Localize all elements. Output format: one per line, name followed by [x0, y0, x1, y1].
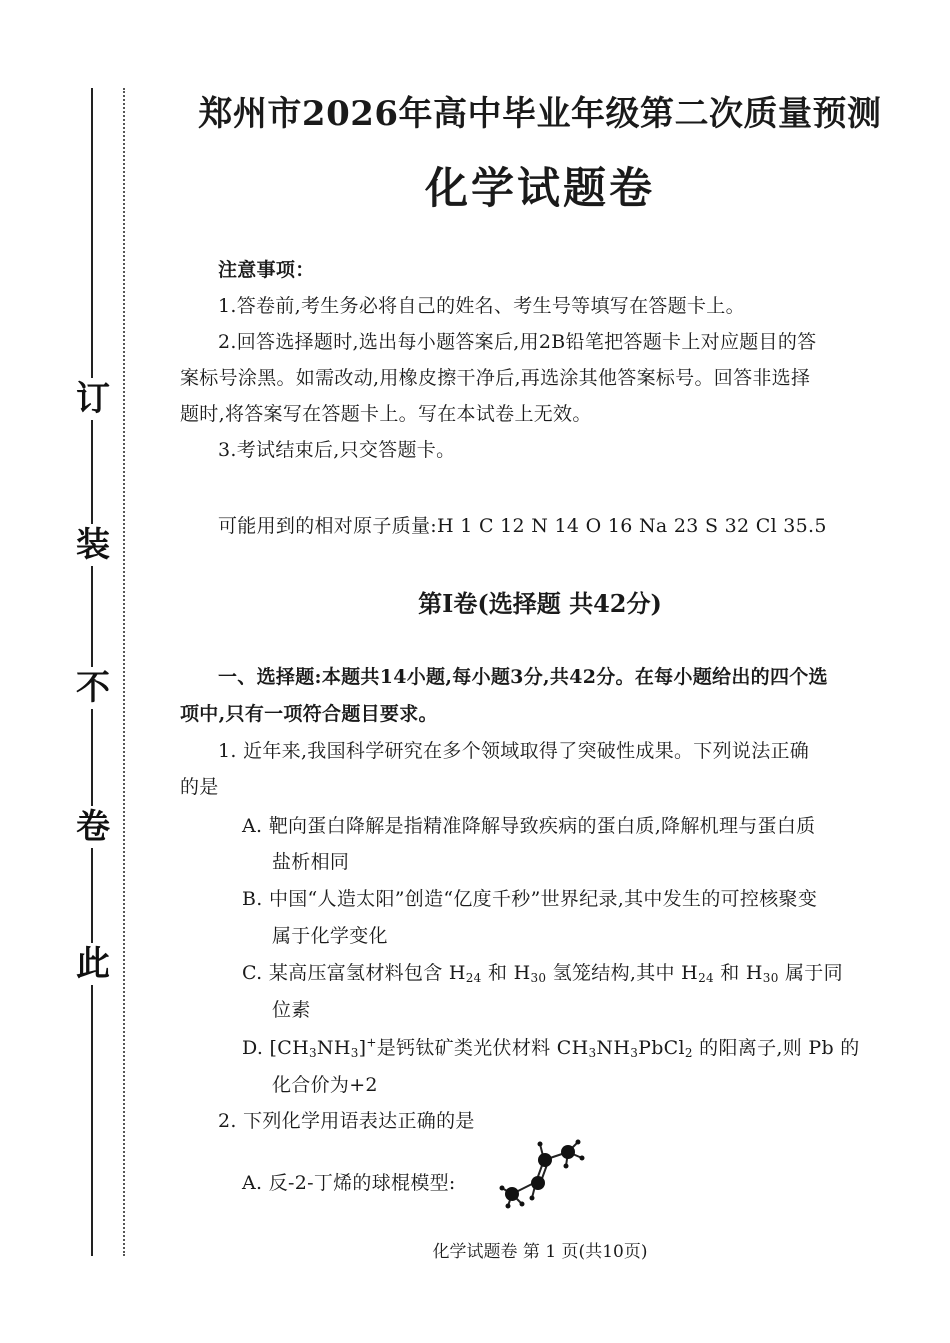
section-heading: 第Ⅰ卷(选择题 共42分)	[418, 589, 662, 618]
q1-option-d: 化合价为+2	[272, 1074, 378, 1096]
binding-char-ding: 订	[72, 378, 114, 420]
binding-char-bu: 不	[72, 667, 114, 709]
q2-option-a: A. 反-2-丁烯的球棍模型:	[242, 1172, 456, 1194]
ball-stick-model-image	[494, 1138, 590, 1210]
q1-option-a: 盐析相同	[272, 851, 350, 873]
binding-char-juan: 卷	[72, 806, 114, 848]
notice-heading: 注意事项：	[218, 259, 315, 281]
notice-line: 1.答卷前,考生务必将自己的姓名、考生号等填写在答题卡上。	[218, 295, 745, 317]
q1-option-c: C. 某高压富氢材料包含 $H_{24}$ 和 $H_{30}$ 氢笼结构,其中 $H_{24}$ 和 $H_{30}$ 属于同	[242, 962, 843, 985]
q1-option-c: 位素	[272, 999, 311, 1021]
section-intro: 一、选择题:本题共14小题,每小题3分,共42分。在每小题给出的四个选	[218, 666, 828, 688]
q1-option-d: D. $[CH_3NH_3]^+$是钙钛矿类光伏材料 $CH_3NH_3PbCl_2$ 的阳离子,则 Pb 的	[242, 1035, 860, 1060]
binding-char-zhuang: 装	[72, 524, 114, 566]
q2-stem: 2. 下列化学用语表达正确的是	[218, 1110, 475, 1132]
q1-option-a: A. 靶向蛋白降解是指精准降解导致疾病的蛋白质,降解机理与蛋白质	[242, 815, 816, 837]
notice-line: 3.考试结束后,只交答题卡。	[218, 439, 456, 461]
binding-dotted-line	[123, 88, 125, 1256]
page-footer: 化学试题卷 第 1 页(共10页)	[432, 1242, 648, 1262]
notice-line: 2.回答选择题时,选出每小题答案后,用2B铅笔把答题卡上对应题目的答	[218, 331, 817, 353]
q1-stem: 的是	[180, 776, 219, 798]
q1-stem: 1. 近年来,我国科学研究在多个领域取得了突破性成果。下列说法正确	[218, 740, 810, 762]
binding-char-ci: 此	[72, 943, 114, 985]
exam-title: 郑州市2026年高中毕业年级第二次质量预测	[198, 94, 882, 134]
exam-subtitle: 化学试题卷	[425, 164, 655, 214]
notice-line: 案标号涂黑。如需改动,用橡皮擦干净后,再选涂其他答案标号。回答非选择	[180, 367, 811, 389]
q1-option-b: 属于化学变化	[272, 925, 388, 947]
q1-option-b: B. 中国“人造太阳”创造“亿度千秒”世界纪录,其中发生的可控核聚变	[242, 888, 818, 910]
atomic-masses: 可能用到的相对原子质量:H 1 C 12 N 14 O 16 Na 23 S 32 Cl 35.5	[218, 515, 827, 537]
notice-line: 题时,将答案写在答题卡上。写在本试卷上无效。	[180, 403, 592, 425]
section-intro: 项中,只有一项符合题目要求。	[180, 703, 438, 725]
